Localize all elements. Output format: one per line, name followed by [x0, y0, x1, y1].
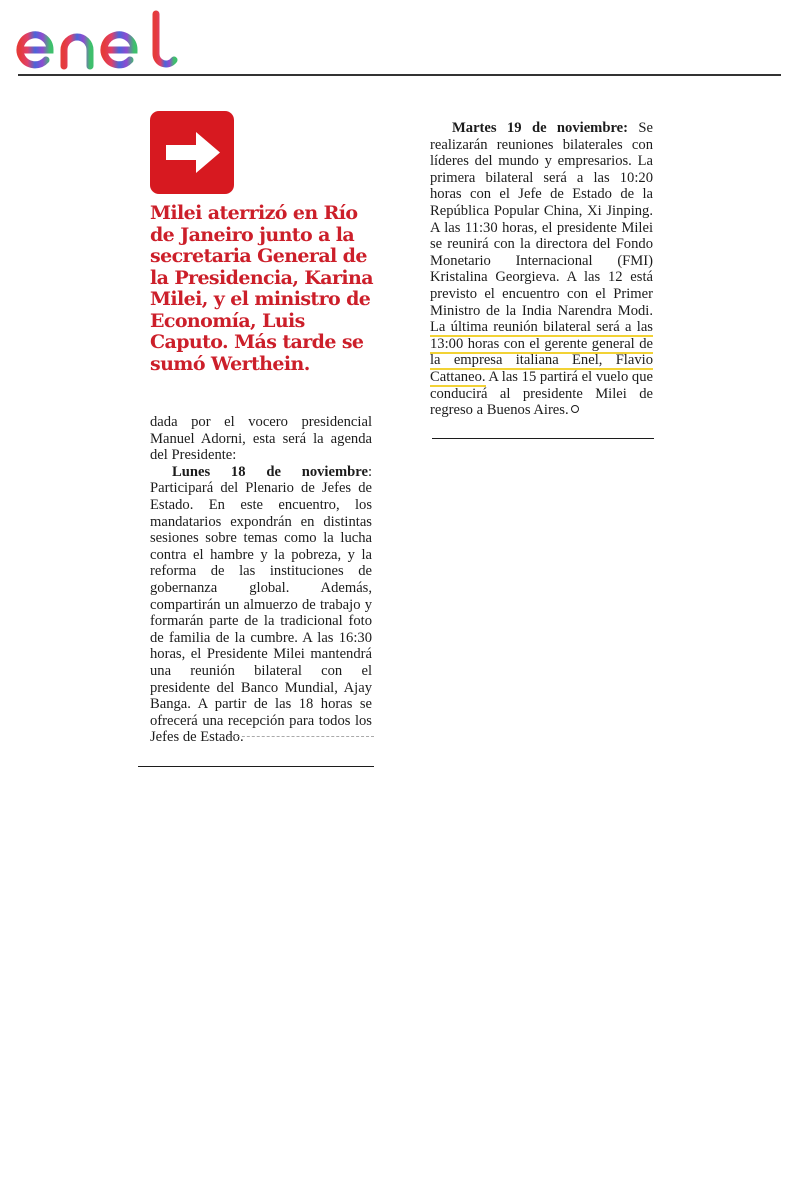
arrow-right-icon: [150, 111, 234, 194]
monday-paragraph: [150, 464, 372, 746]
tuesday-paragraph: [430, 120, 653, 419]
tuesday-text: Se realizarán reuniones bilaterales con líderes del mundo y empresarios. La primera bilateral será a las 10:20 horas con el Jefe de Estado de la República Popular China, Xi Jinping. A las 11:30 horas, el presidente Milei se reunirá con la directora del Fondo Monetario Internacional (FMI) Kristalina Georgieva. A las 12 está previsto el encuentro con el Primer Ministro de la India Narendra Modi.: [430, 120, 654, 319]
monday-label: Lunes 18 de noviembre: [172, 463, 368, 480]
faded-rule: [222, 736, 374, 738]
right-column: [430, 120, 653, 419]
headline: Milei aterrizó en Río de Janeiro junto a la secretaria General de la Presidencia, Karina Milei, y el ministro de Economía, Luis Caputo. Más tarde se sumó Werthein.: [150, 202, 373, 375]
end-mark-icon: [571, 405, 579, 413]
left-column-end-rule: [138, 766, 374, 767]
enel-highlight: La última reunión bilateral será a las 13:00 horas con el gerente general de la empresa italiana Enel, Flavio Cattaneo.: [430, 319, 653, 385]
tuesday-label: Martes 19 de noviembre:: [452, 120, 629, 136]
tuesday-text-end: A las 15 partirá el vuelo que conducirá al presidente Milei de regreso a Buenos Aires.: [430, 368, 653, 419]
enel-logo: [16, 8, 186, 72]
monday-text: : Participará del Plenario de Jefes de Estado. En este encuentro, los mandatarios expondrán en distintas sesiones sobre temas como la lucha contra el hambre y la pobreza, y la reforma de las instituciones de gobernanza global. Además, compartirán un almuerzo de trabajo y formarán parte de la tradicional foto de familia de la cumbre. A las 16:30 horas, el Presidente Milei mantendrá una reunión bilateral con el presidente del Banco Mundial, Ajay Banga. A partir de las 18 horas se ofrecerá una recepción para todos los Jefes de Estado.: [150, 463, 372, 746]
intro-paragraph: dada por el vocero presidencial Manuel Adorni, esta será la agenda del Presidente:: [150, 414, 372, 464]
left-column: [150, 414, 372, 746]
header-rule: [18, 74, 781, 76]
right-column-end-rule: [432, 438, 654, 439]
